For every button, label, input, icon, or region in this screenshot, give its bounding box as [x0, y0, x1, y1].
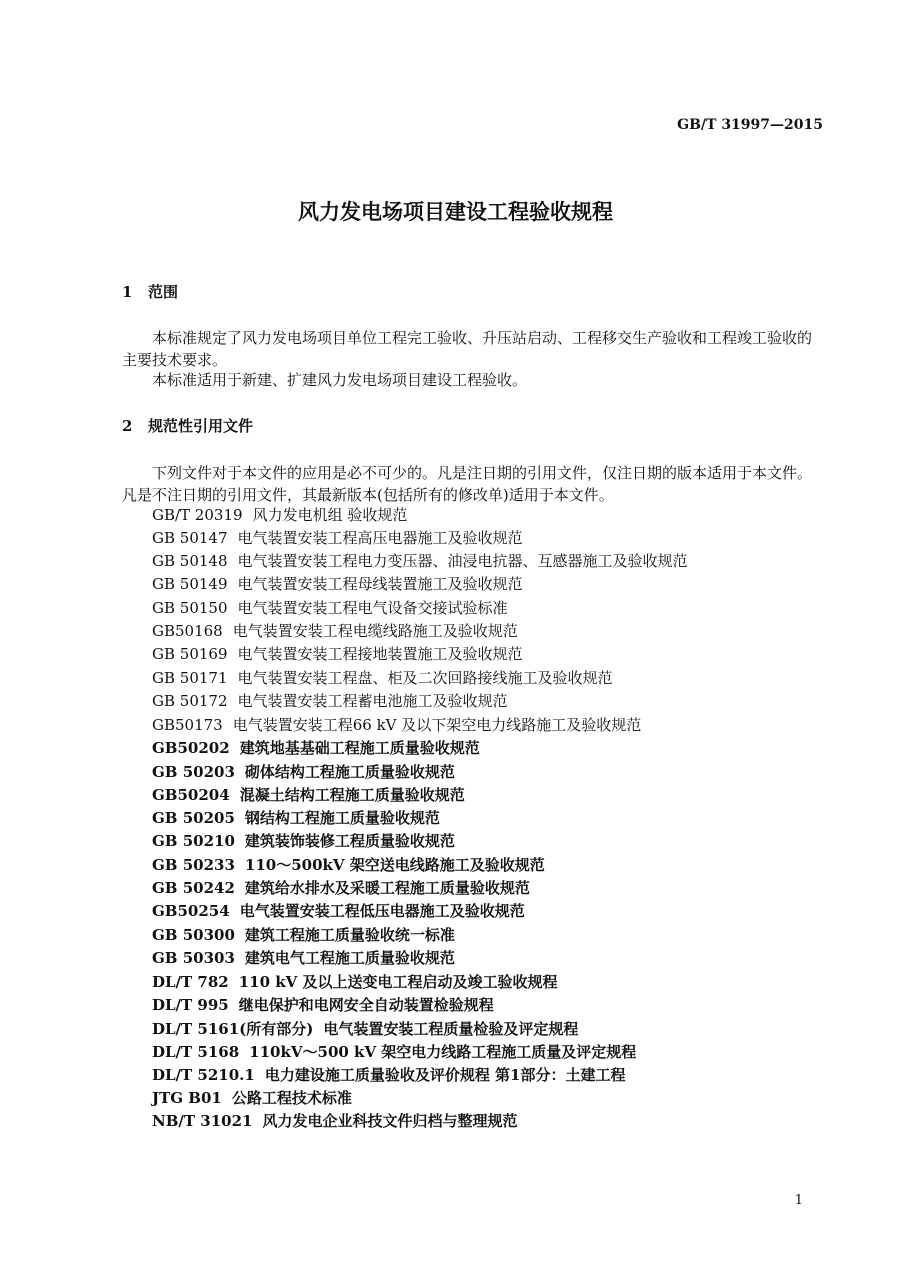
reference-title: 电气装置安装工程质量检验及评定规程 — [323, 1020, 579, 1038]
reference-title: 风力发电企业科技文件归档与整理规范 — [262, 1112, 518, 1130]
reference-title: 电气装置安装工程接地装置施工及验收规范 — [237, 645, 523, 663]
reference-title: 建筑地基基础工程施工质量验收规范 — [239, 739, 480, 757]
reference-item — [152, 574, 523, 594]
section-1-paragraph-1: 本标准规定了风力发电场项目单位工程完工验收、升压站启动、工程移交生产验收和工程竣工验收的主要技术要求。 — [122, 329, 813, 369]
reference-title: 建筑电气工程施工质量验收规范 — [244, 949, 455, 967]
reference-code: GB 50150 — [152, 599, 228, 617]
reference-code: GB 50203 — [152, 763, 235, 781]
reference-title: 建筑装饰装修工程质量验收规范 — [244, 832, 455, 850]
reference-code: GB 50169 — [152, 645, 228, 663]
reference-title: 110～500kV 架空送电线路施工及验收规范 — [244, 856, 545, 874]
reference-item — [152, 528, 523, 548]
reference-item — [152, 621, 518, 641]
section-title: 范围 — [148, 283, 179, 301]
reference-item — [152, 785, 465, 805]
reference-title: 建筑给水排水及采暖工程施工质量验收规范 — [244, 879, 530, 897]
reference-item — [152, 715, 641, 735]
reference-code: GB50202 — [152, 739, 230, 757]
reference-code: DL/T 5168 — [152, 1043, 240, 1061]
section-1-paragraph-2: 本标准适用于新建、扩建风力发电场项目建设工程验收。 — [152, 371, 528, 389]
reference-item — [152, 738, 480, 758]
reference-code: GB 50303 — [152, 949, 235, 967]
section-number: 1 — [122, 283, 133, 301]
reference-code: GB 50149 — [152, 575, 228, 593]
reference-item — [152, 1111, 517, 1131]
reference-item — [152, 925, 455, 945]
document-title: 风力发电场项目建设工程验收规程 — [298, 199, 613, 224]
reference-item — [152, 1088, 352, 1108]
reference-item — [152, 831, 455, 851]
reference-title: 电气装置安装工程电力变压器、油浸电抗器、互感器施工及验收规范 — [237, 552, 688, 570]
reference-code: GB50204 — [152, 786, 230, 804]
reference-code: GB50173 — [152, 716, 223, 734]
reference-code: GB/T 20319 — [152, 506, 243, 524]
reference-item — [152, 948, 455, 968]
reference-item — [152, 972, 558, 992]
reference-item — [152, 505, 407, 525]
reference-item — [152, 1065, 626, 1085]
reference-item — [152, 878, 530, 898]
reference-title: 建筑工程施工质量验收统一标准 — [244, 926, 455, 944]
reference-item — [152, 995, 494, 1015]
reference-code: GB 50148 — [152, 552, 228, 570]
reference-code: GB 50171 — [152, 669, 228, 687]
standard-number: GB/T 31997—2015 — [677, 117, 823, 133]
reference-item — [152, 551, 688, 571]
reference-title: 风力发电机组 验收规范 — [252, 506, 408, 524]
section-number: 2 — [122, 417, 133, 435]
section-1-heading — [122, 281, 178, 302]
reference-title: 110 kV 及以上送变电工程启动及竣工验收规程 — [238, 973, 558, 991]
reference-title: 电气装置安装工程电缆线路施工及验收规范 — [232, 622, 518, 640]
reference-item — [152, 644, 523, 664]
reference-code: GB 50172 — [152, 692, 228, 710]
reference-item — [152, 901, 525, 921]
reference-code: DL/T 5161(所有部分) — [152, 1020, 314, 1038]
reference-title: 电气装置安装工程高压电器施工及验收规范 — [237, 529, 523, 547]
section-2-heading — [122, 415, 253, 436]
reference-item — [152, 808, 440, 828]
reference-title: 公路工程技术标准 — [231, 1089, 352, 1107]
reference-title: 电力建设施工质量验收及评价规程 第1部分：土建工程 — [264, 1066, 626, 1084]
reference-code: GB 50205 — [152, 809, 235, 827]
reference-code: GB 50242 — [152, 879, 235, 897]
reference-title: 混凝土结构工程施工质量验收规范 — [239, 786, 465, 804]
reference-code: GB 50147 — [152, 529, 228, 547]
reference-title: 继电保护和电网安全自动装置检验规程 — [238, 996, 494, 1014]
reference-code: DL/T 782 — [152, 973, 229, 991]
reference-code: DL/T 995 — [152, 996, 229, 1014]
reference-code: GB 50300 — [152, 926, 235, 944]
reference-item — [152, 1019, 578, 1039]
reference-item — [152, 668, 613, 688]
section-title: 规范性引用文件 — [148, 417, 254, 435]
reference-title: 110kV～500 kV 架空电力线路工程施工质量及评定规程 — [249, 1043, 637, 1061]
reference-title: 砌体结构工程施工质量验收规范 — [244, 763, 455, 781]
reference-code: GB50254 — [152, 902, 230, 920]
reference-code: DL/T 5210.1 — [152, 1066, 255, 1084]
reference-code: GB 50210 — [152, 832, 235, 850]
reference-code: NB/T 31021 — [152, 1112, 253, 1130]
reference-item — [152, 855, 545, 875]
reference-title: 电气装置安装工程电气设备交接试验标准 — [237, 599, 508, 617]
reference-item — [152, 598, 508, 618]
reference-title: 钢结构工程施工质量验收规范 — [244, 809, 440, 827]
reference-title: 电气装置安装工程66 kV 及以下架空电力线路施工及验收规范 — [232, 716, 642, 734]
reference-title: 电气装置安装工程低压电器施工及验收规范 — [239, 902, 525, 920]
page-number: 1 — [794, 1193, 803, 1208]
reference-title: 电气装置安装工程盘、柜及二次回路接线施工及验收规范 — [237, 669, 613, 687]
reference-code: GB 50233 — [152, 856, 235, 874]
reference-item — [152, 691, 508, 711]
reference-item — [152, 1042, 636, 1062]
reference-code: GB50168 — [152, 622, 223, 640]
section-2-paragraph-1: 下列文件对于本文件的应用是必不可少的。凡是注日期的引用文件，仅注日期的版本适用于本文件。凡是不注日期的引用文件，其最新版本(包括所有的修改单)适用于本文件。 — [122, 464, 813, 504]
reference-title: 电气装置安装工程母线装置施工及验收规范 — [237, 575, 523, 593]
reference-title: 电气装置安装工程蓄电池施工及验收规范 — [237, 692, 508, 710]
reference-code: JTG B01 — [152, 1089, 222, 1107]
reference-item — [152, 762, 455, 782]
